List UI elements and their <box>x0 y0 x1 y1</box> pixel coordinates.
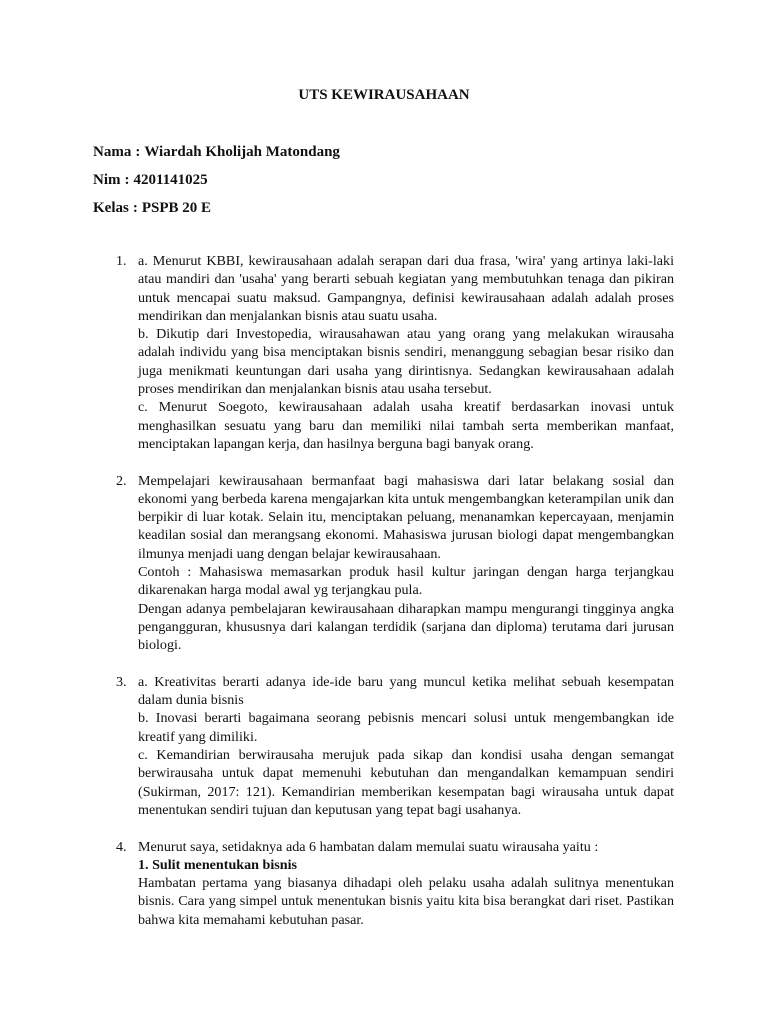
answer-subheading: 1. Sulit menentukan bisnis <box>138 856 298 873</box>
answer-paragraph: c. Kemandirian berwirausaha merujuk pada sikap dan kondisi usaha dengan semangat berwirausaha untuk dapat memenuhi kebutuhan dan mengandalkan kemampuan sendiri (Sukirman, 2017: 121). Kemandirian memberikan kesempatan bagi wirausaha untuk dapat menentukan sendiri tujuan dan keputusan yang tepat bagi usahanya. <box>138 747 674 818</box>
answer-paragraph: c. Menurut Soegoto, kewirausahaan adalah usaha kreatif berdasarkan inovasi untuk menghasilkan sesuatu yang baru dan memiliki nilai tambah serta memberikan manfaat, menciptakan lapangan kerja, dan hasilnya berguna bagi banyak orang. <box>138 399 674 452</box>
nim-value: 4201141025 <box>133 172 208 188</box>
answer-item-4 <box>116 838 674 929</box>
answer-item-1 <box>116 252 674 453</box>
answer-paragraph: Contoh : Mahasiswa memasarkan produk hasil kultur jaringan dengan harga terjangkau dikarenakan harga modal awal yg terjangkau pula. <box>138 564 674 599</box>
name-label: Nama <box>93 144 132 160</box>
answer-paragraph: Menurut saya, setidaknya ada 6 hambatan dalam memulai suatu wirausaha yaitu : <box>138 838 599 855</box>
answer-item-2 <box>116 472 674 655</box>
name-field: Nama : Wiardah Kholijah Matondang <box>93 144 340 160</box>
answer-number: 1. <box>116 253 127 269</box>
kelas-value: PSPB 20 E <box>141 200 212 216</box>
answer-paragraph: Dengan adanya pembelajaran kewirausahaan diharapkan mampu mengurangi tingginya angka pengangguran, khususnya dari kalangan terdidik (sarjana dan diploma) terutama dari jurusan biologi. <box>138 600 674 654</box>
answer-paragraph: b. Inovasi berarti bagaimana seorang pebisnis mencari solusi untuk mengembangkan ide kreatif yang dimiliki. <box>138 710 674 745</box>
answer-item-3 <box>116 673 674 819</box>
answer-paragraph: b. Dikutip dari Investopedia, wirausahawan atau yang orang yang melakukan wirausaha adalah individu yang bisa menciptakan bisnis sendiri, menanggung sebagian besar risiko dan juga menikmati keuntungan dari usaha yang dirintisnya. Sedangkan kewirausahaan adalah proses mendirikan dan menjalankan bisnis atau usaha tersebut. <box>138 326 674 398</box>
answer-number: 3. <box>116 673 127 690</box>
kelas-label: Kelas <box>93 200 129 216</box>
answer-paragraph: Hambatan pertama yang biasanya dihadapi oleh pelaku usaha adalah sulitnya menentukan bisnis. Cara yang simpel untuk menentukan bisnis yaitu kita bisa berangkat dari riset. Pastikan bahwa kita memahami kebutuhan pasar. <box>138 875 674 928</box>
answer-number: 4. <box>116 838 127 855</box>
nim-field: Nim : 4201141025 <box>93 172 208 188</box>
answer-number: 2. <box>116 472 127 489</box>
answer-list <box>116 252 674 947</box>
nim-label: Nim <box>93 172 121 188</box>
kelas-field: Kelas : PSPB 20 E <box>93 200 212 216</box>
answer-paragraph: a. Kreativitas berarti adanya ide-ide baru yang muncul ketika melihat sebuah kesempatan dalam dunia bisnis <box>138 673 674 709</box>
answer-paragraph: Mempelajari kewirausahaan bermanfaat bagi mahasiswa dari latar belakang sosial dan ekonomi yang berbeda karena mengajarkan kita untuk mengembangkan keterampilan unik dan berpikir di luar kotak. Selain itu, menciptakan peluang, menanamkan kepercayaan, menjamin keadilan sosial dan merangsang ekonomi. Mahasiswa jurusan biologi dapat mengembangkan ilmunya menjadi uang dengan belajar kewirausahaan. <box>138 472 674 562</box>
name-value: Wiardah Kholijah Matondang <box>144 144 340 160</box>
document-title: UTS KEWIRAUSAHAAN <box>298 87 470 103</box>
answer-paragraph: a. Menurut KBBI, kewirausahaan adalah serapan dari dua frasa, 'wira' yang artinya laki-laki atau mandiri dan 'usaha' yang berarti sebuah kegiatan yang membutuhkan tenaga dan pikiran untuk mencapai suatu maksud. Gampangnya, definisi kewirausahaan adalah adalah proses mendirikan dan menjalankan bisnis atau suatu usaha. <box>138 253 674 324</box>
